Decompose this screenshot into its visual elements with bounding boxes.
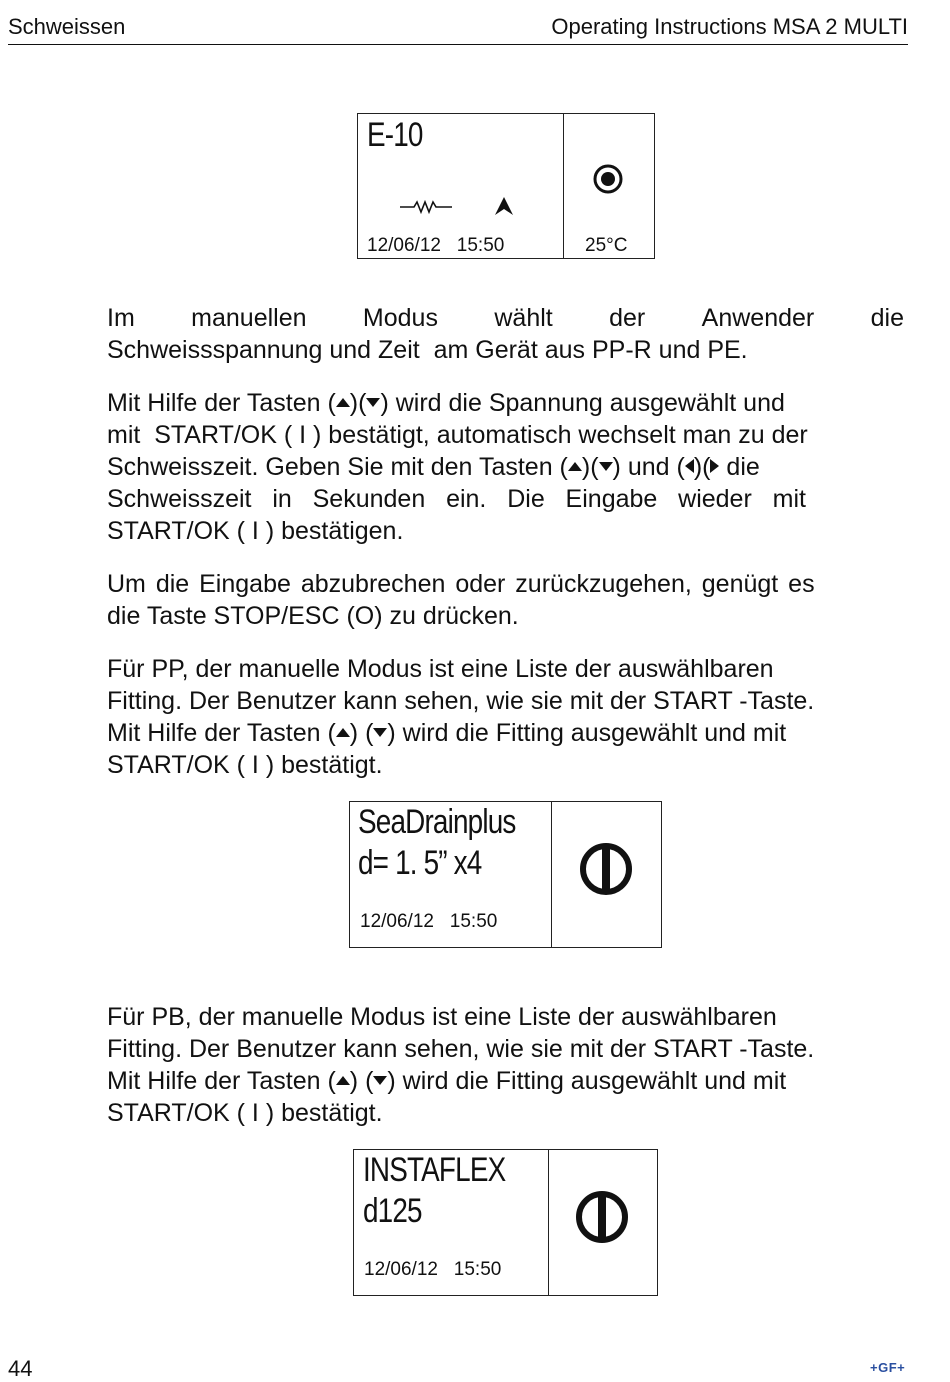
- paragraph-line: Schweisszeit in Sekunden ein. Die Eingabe wieder mit: [107, 485, 806, 513]
- fitting-name: INSTAFLEX: [363, 1151, 506, 1189]
- fitting-dimension: d= 1. 5” x4: [358, 844, 482, 882]
- arrow-up-icon: [494, 196, 514, 216]
- arrow-down-key-icon: [366, 398, 380, 407]
- gf-logo: +GF+: [870, 1360, 906, 1375]
- lcd-screen-fitting-instaflex: [353, 1149, 658, 1296]
- header-document-title: Operating Instructions MSA 2 MULTI: [551, 14, 908, 39]
- paragraph-line: START/OK ( I ) bestätigt.: [107, 751, 383, 779]
- paragraph-line: Für PB, der manuelle Modus ist eine Liste der auswählbaren: [107, 1003, 777, 1031]
- word: wählt: [494, 304, 553, 332]
- page-number: 44: [8, 1356, 33, 1381]
- word: Anwender: [701, 304, 815, 332]
- paragraph-line: Mit Hilfe der Tasten ( ) ( ) wird die Fitting ausgewählt und mit: [107, 1067, 787, 1095]
- error-code: E-10: [367, 116, 423, 154]
- datetime: 12/06/12 15:50: [360, 911, 498, 932]
- power-icon: [578, 841, 634, 897]
- resistor-icon: [400, 200, 452, 214]
- arrow-up-key-icon: [336, 398, 350, 407]
- arrow-right-key-icon: [710, 459, 719, 473]
- paragraph-voltage-selection: [107, 387, 904, 547]
- paragraph-line: START/OK ( I ) bestätigen.: [107, 517, 404, 545]
- paragraph-pp-fitting-list: [107, 653, 904, 781]
- paragraph-manual-mode: [107, 302, 904, 366]
- paragraph-line: Fitting. Der Benutzer kann sehen, wie sie mit der START -Taste.: [107, 687, 815, 715]
- paragraph-line: Schweissspannung und Zeit am Gerät aus PP-R und PE.: [107, 336, 748, 364]
- paragraph-line: START/OK ( I ) bestätigt.: [107, 1099, 383, 1127]
- paragraph-cancel: [107, 568, 904, 632]
- word: die: [870, 304, 904, 332]
- word: Im: [107, 304, 135, 332]
- paragraph-line: Für PP, der manuelle Modus ist eine Liste der auswählbaren: [107, 655, 774, 683]
- power-icon: [574, 1189, 630, 1245]
- temperature: 25°C: [585, 235, 628, 256]
- paragraph-line: Mit Hilfe der Tasten ( ) ( ) wird die Fitting ausgewählt und mit: [107, 719, 787, 747]
- paragraph-line: Fitting. Der Benutzer kann sehen, wie sie mit der START -Taste.: [107, 1035, 815, 1063]
- paragraph-line: Um die Eingabe abzubrechen oder zurückzugehen, genügt es: [107, 570, 815, 598]
- paragraph-line: Schweisszeit. Geben Sie mit den Tasten ( )( ) und ( )( die: [107, 453, 760, 481]
- paragraph-pb-fitting-list: [107, 1001, 904, 1129]
- word: Modus: [362, 304, 438, 332]
- arrow-left-key-icon: [685, 459, 694, 473]
- lcd-screen-manual-mode: [357, 113, 655, 259]
- fitting-name: SeaDrainplus: [358, 803, 516, 841]
- paragraph-line: die Taste STOP/ESC (O) zu drücken.: [107, 602, 519, 630]
- word: der: [609, 304, 646, 332]
- paragraph-line: Mit Hilfe der Tasten ( )( ) wird die Spannung ausgewählt und: [107, 389, 785, 417]
- arrow-down-key-icon: [599, 462, 613, 471]
- arrow-up-key-icon: [336, 728, 350, 737]
- datetime: 12/06/12 15:50: [364, 1259, 502, 1280]
- fitting-dimension: d125: [363, 1192, 422, 1230]
- arrow-up-key-icon: [336, 1076, 350, 1085]
- lcd-screen-fitting-seadrainplus: [349, 801, 662, 948]
- paragraph-line: [107, 302, 904, 334]
- target-icon: [592, 163, 624, 195]
- datetime: 12/06/12 15:50: [367, 235, 505, 256]
- header-section-title: Schweissen: [8, 14, 126, 39]
- page-header: [8, 14, 908, 45]
- arrow-down-key-icon: [373, 728, 387, 737]
- arrow-up-key-icon: [568, 462, 582, 471]
- arrow-down-key-icon: [373, 1076, 387, 1085]
- word: manuellen: [191, 304, 307, 332]
- paragraph-line: mit START/OK ( I ) bestätigt, automatisch wechselt man zu der: [107, 421, 808, 449]
